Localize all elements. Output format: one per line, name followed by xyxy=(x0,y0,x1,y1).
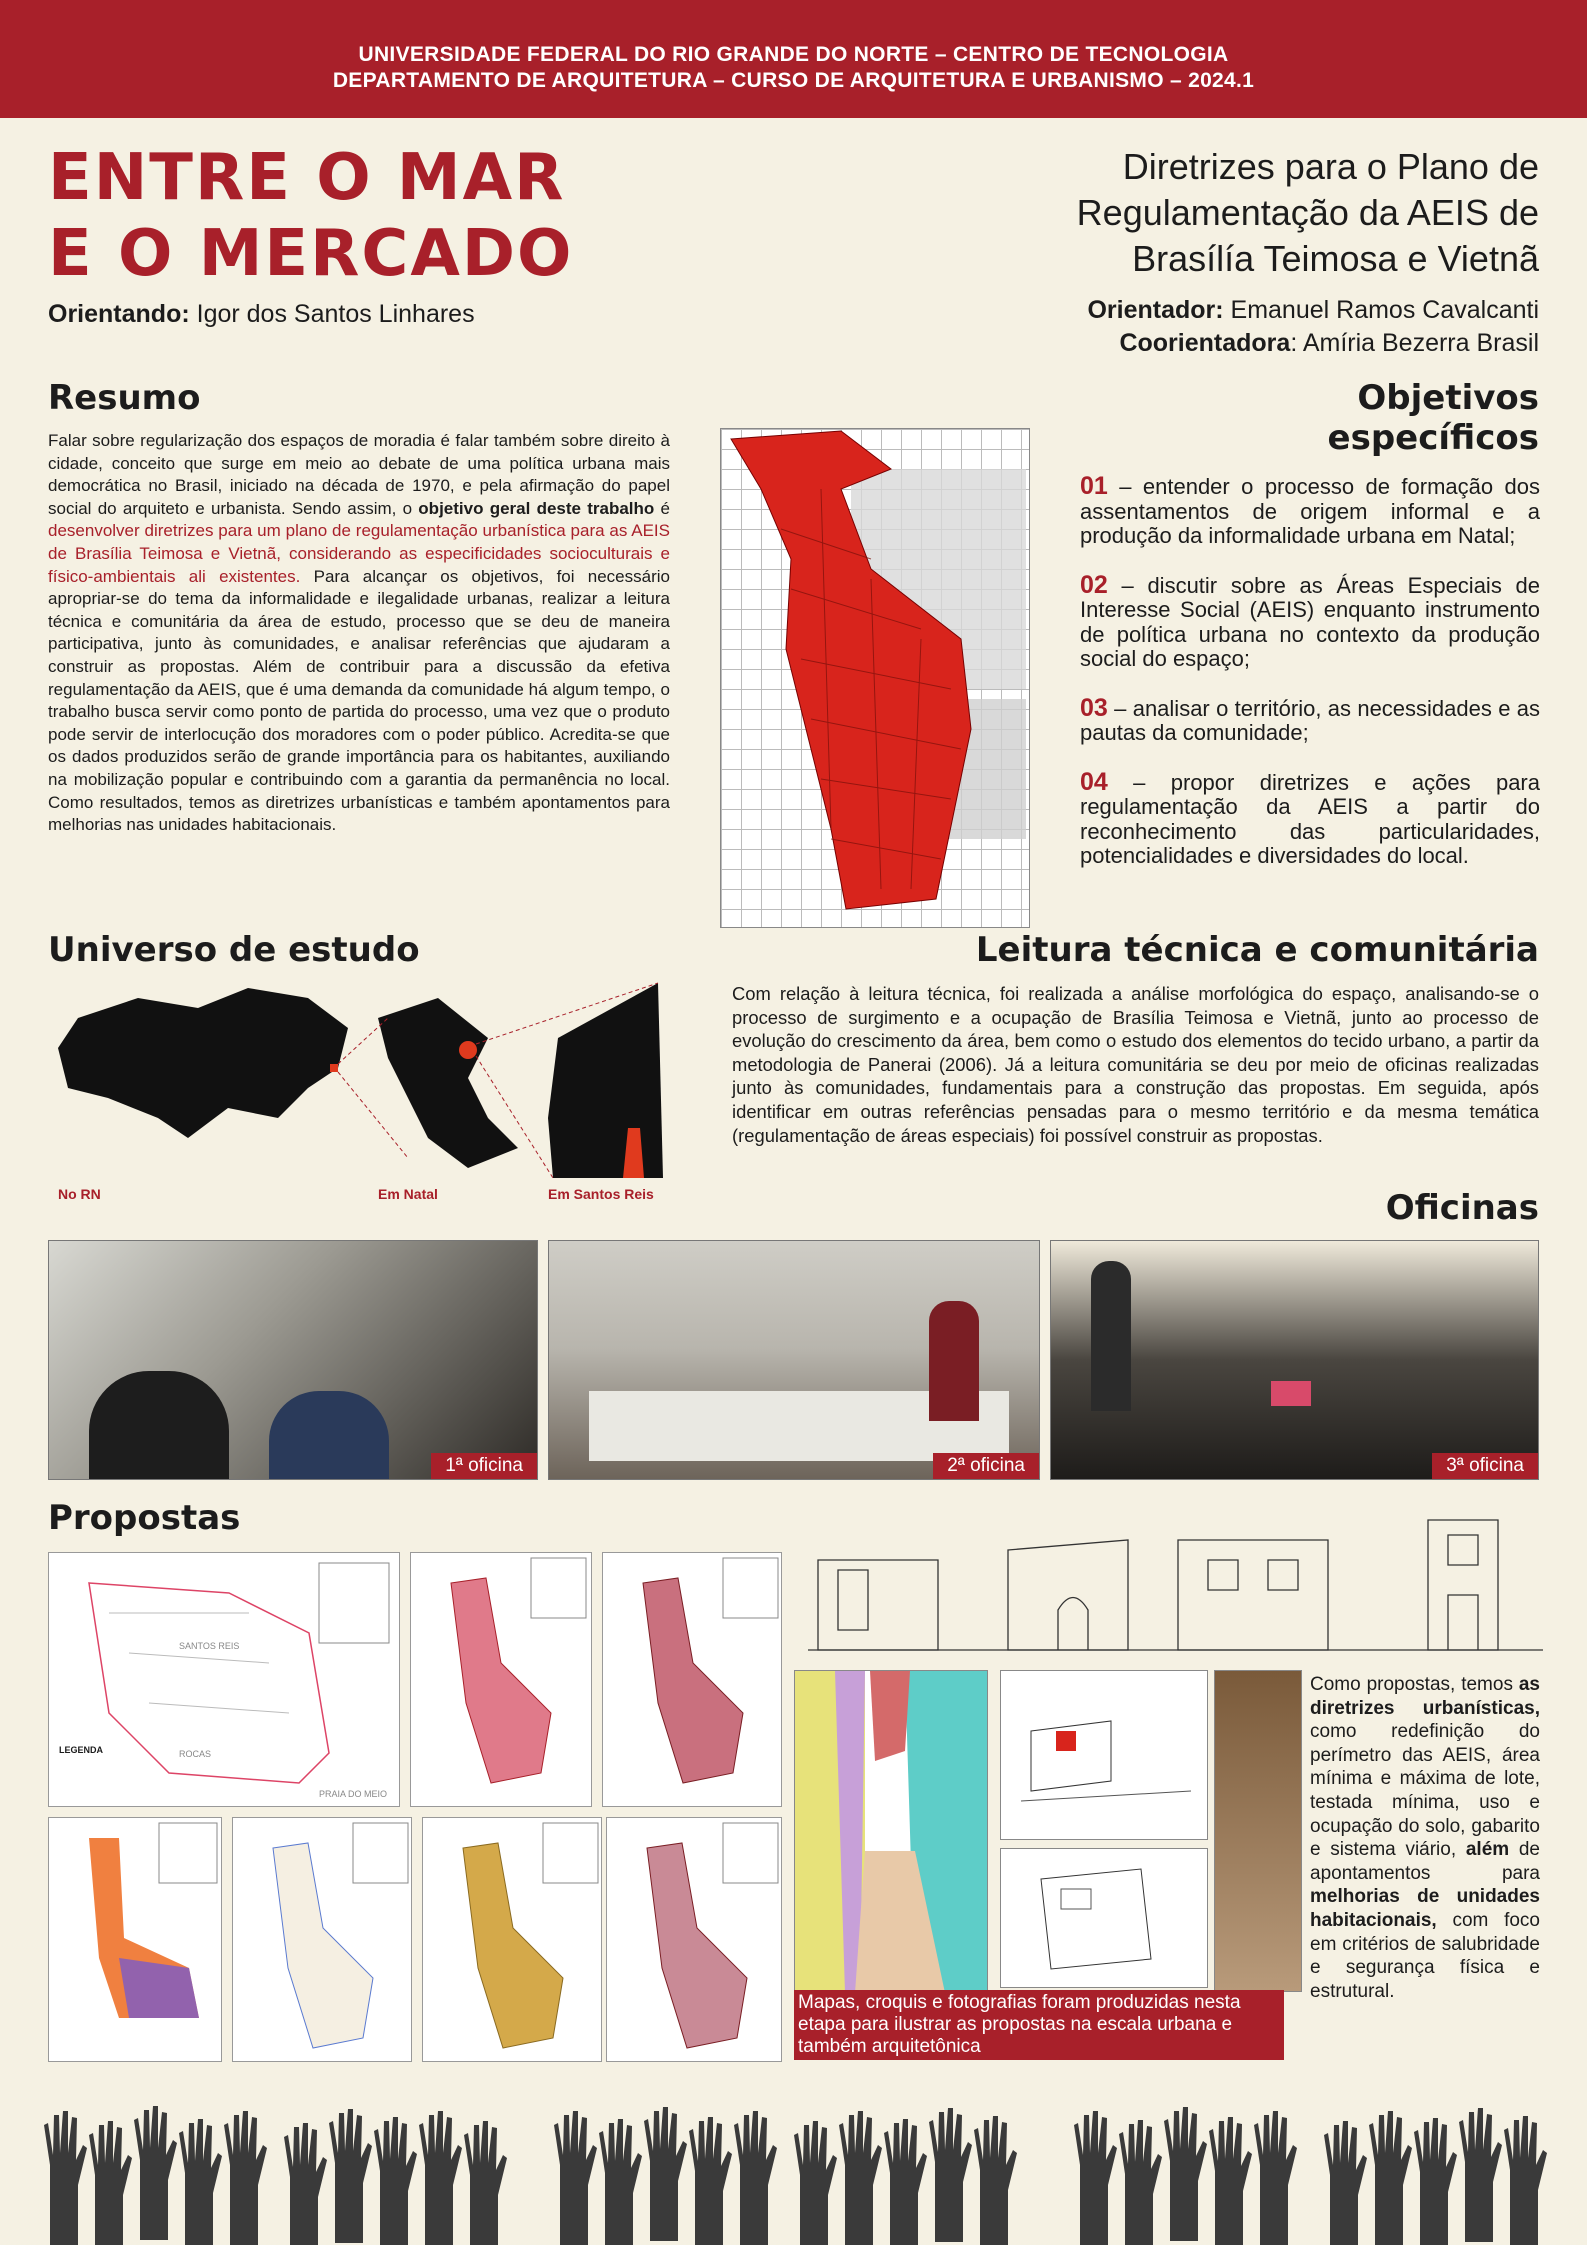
natal-city-shape xyxy=(378,998,518,1168)
oficina-photo-2 xyxy=(548,1240,1040,1480)
inset-map xyxy=(723,1558,778,1618)
title-line-2: E O MERCADO xyxy=(48,217,574,291)
objetivo-text: – entender o processo de formação dos assentamentos de origem informal e a produção da informalidade urbana em Natal; xyxy=(1080,474,1540,548)
coorientadora-label: Coorientadora xyxy=(1119,329,1291,357)
objetivo-num: 04 xyxy=(1080,767,1108,796)
objetivo-text: – analisar o território, as necessidades e as pautas da comunidade; xyxy=(1080,695,1540,745)
oficina-caption-2: 2ª oficina xyxy=(933,1453,1039,1479)
objetivo-item xyxy=(1080,474,1540,549)
propostas-side-text xyxy=(1310,1673,1540,2003)
objetivo-item xyxy=(1080,570,1540,672)
aeis-map-svg xyxy=(721,429,1031,929)
objetivo-num: 01 xyxy=(1080,472,1108,500)
header-line-2: DEPARTAMENTO DE ARQUITETURA – CURSO DE ARQUITETURA E URBANISMO – 2024.1 xyxy=(332,69,1255,92)
resumo-p2: é xyxy=(654,498,670,518)
objetivos-list xyxy=(1080,474,1540,893)
audience-silhouette xyxy=(269,1391,389,1480)
natal-highlight xyxy=(459,1041,477,1059)
coorientadora-name: : Amíria Bezerra Brasil xyxy=(1290,329,1539,357)
objetivo-text: – propor diretrizes e ações para regulamentação da AEIS a partir do reconhecimento das particularidades, potencialidades e diversidades do local. xyxy=(1080,769,1540,868)
propostas-caption: Mapas, croquis e fotografias foram produzidas nesta etapa para ilustrar as propostas na escala urbana e também arquitetônica xyxy=(794,1990,1284,2060)
aeis-map-grid xyxy=(720,428,1030,928)
rn-state-shape xyxy=(58,988,348,1138)
objetivo-num: 03 xyxy=(1080,693,1108,722)
room-sketch-svg xyxy=(1001,1849,1209,1989)
label-natal: Em Natal xyxy=(378,1186,438,1202)
side-text-bold: as diretrizes urbanísticas, xyxy=(1310,1674,1540,1719)
proposal-map-4 xyxy=(48,1817,222,2062)
side-text-part: Como propostas, temos xyxy=(1310,1674,1519,1695)
proposal-map-6 xyxy=(422,1817,602,2062)
room-sketch xyxy=(1000,1848,1208,1988)
objetivo-num: 02 xyxy=(1080,570,1108,599)
map-3-svg xyxy=(603,1553,782,1807)
label-praia: PRAIA DO MEIO xyxy=(319,1789,388,1799)
person-standing xyxy=(1091,1261,1131,1411)
hands-group xyxy=(44,2106,1547,2245)
objetivos-heading xyxy=(1328,378,1539,458)
orientando-label: Orientando: xyxy=(48,300,190,328)
objetivo-text: – discutir sobre as Áreas Especiais de Interesse Social (AEIS) enquanto instrumento de política urbana no contexto da produção social do espaço; xyxy=(1080,572,1540,671)
objetivos-heading-2: específicos xyxy=(1327,418,1539,458)
header-bar xyxy=(0,0,1587,118)
proposal-map-1 xyxy=(48,1552,400,1807)
street-sketch-svg xyxy=(795,1671,988,1992)
map-2-svg xyxy=(411,1553,592,1807)
raised-hands-footer xyxy=(0,2105,1587,2245)
header-line-1: UNIVERSIDADE FEDERAL DO RIO GRANDE DO NORTE – CENTRO DE TECNOLOGIA xyxy=(358,43,1229,66)
side-text-part: de apontamentos para xyxy=(1310,1839,1540,1884)
connector-line xyxy=(338,1018,388,1064)
street-sketch-colored xyxy=(794,1670,988,1992)
room-outline xyxy=(1041,1869,1151,1969)
screen xyxy=(1271,1381,1311,1406)
leitura-heading: Leitura técnica e comunitária xyxy=(975,930,1539,970)
inset-map xyxy=(531,1558,586,1618)
side-text-bold: além xyxy=(1465,1839,1510,1861)
orientador xyxy=(1087,294,1539,326)
inset-map xyxy=(353,1823,408,1883)
inset-map xyxy=(159,1823,217,1883)
oficina-photo-1 xyxy=(48,1240,538,1480)
leitura-text: Com relação à leitura técnica, foi realizada a análise morfológica do espaço, analisando-se o processo de surgimento e a ocupação de Brasília Teimosa e Vietnã, junto ao processo de evolução do crescimento da área, bem como o estudo dos elementos do tecido urbano, a partir da metodologia de Panerai (2006). Já a leitura comunitária se deu por meio de oficinas realizadas junto às comunidades, fundamentais para a construção das propostas. Em seguida, após identificar em outras referências pensadas para o mesmo território e da mesma temática (regulamentação de áreas especiais) foi possível construir as propostas. xyxy=(732,983,1539,1146)
subtitle-line-3: Brasílía Teimosa e Vietnã xyxy=(1132,238,1539,279)
objetivo-item xyxy=(1080,693,1540,746)
ground-line xyxy=(1021,1791,1191,1801)
proposal-map-3 xyxy=(602,1552,782,1807)
oficina-caption-3: 3ª oficina xyxy=(1432,1453,1538,1479)
label-santos-reis: SANTOS REIS xyxy=(179,1641,240,1651)
location-maps xyxy=(48,978,678,1198)
roof-sketch xyxy=(1000,1670,1208,1840)
resumo-p1: Falar sobre regularização dos espaços de moradia é falar também sobre direito à cidade, conceito que surge em meio ao debate de uma política urbana mais democrática no Brasil, iniciado na década de 1970, e pela afirmação do papel social do arquiteto e urbanista. Sendo assim, o xyxy=(48,431,670,518)
inset-map xyxy=(319,1563,389,1643)
universo-heading: Universo de estudo xyxy=(48,930,420,970)
propostas-heading: Propostas xyxy=(48,1498,241,1538)
label-santos-reis: Em Santos Reis xyxy=(548,1186,654,1202)
coorientadora xyxy=(1119,327,1539,359)
streets xyxy=(109,1613,289,1713)
map-6-svg xyxy=(423,1818,602,2062)
proposal-map-5 xyxy=(232,1817,412,2062)
objetivo-item xyxy=(1080,767,1540,869)
orientando-name: Igor dos Santos Linhares xyxy=(189,300,475,328)
window xyxy=(1061,1889,1091,1909)
map-4-svg xyxy=(49,1818,222,2062)
resumo-heading: Resumo xyxy=(48,378,201,418)
oficina-photo-3 xyxy=(1050,1240,1539,1480)
red-marker xyxy=(1056,1731,1076,1751)
map-5-svg xyxy=(233,1818,412,2062)
presenter xyxy=(929,1301,979,1421)
oficinas-heading: Oficinas xyxy=(1385,1188,1539,1228)
label-rn: No RN xyxy=(58,1186,101,1202)
use-zone-2 xyxy=(119,1958,199,2018)
houses-sketch xyxy=(808,1510,1543,1660)
inset-map xyxy=(543,1823,598,1883)
resumo-p3: Para alcançar os objetivos, foi necessário apropriar-se do tema da informalidade e ilegalidade urbanas, realizar a leitura técnica e comunitária da área de estudo, processo que se deu de maneira participativa, junto às comunidades, e analisar referências que ajudaram a construir as propostas. Além de contribuir para a discussão da efetiva regulamentação da AEIS, que é uma demanda da comunidade há algum tempo, o trabalho busca servir como ponto de partida do processo, uma vez que o produto pode servir de interlocução dos moradores com o poder público. Acredita-se que os dados produzidos serão de grande importância para os habitantes, auxiliando na mobilização popular e contribuindo com a garantia da permanência no local. Como resultados, temos as diretrizes urbanísticas e também apontamentos para melhorias nas unidades habitacionais. xyxy=(48,566,670,835)
proposal-map-7 xyxy=(606,1817,782,2062)
map-7-svg xyxy=(607,1818,782,2062)
rn-natal-marker xyxy=(330,1064,338,1072)
house-photo xyxy=(1214,1670,1302,1992)
resumo-highlight: desenvolver diretrizes para um plano de regulamentação urbanística para as AEIS de Brasília Teimosa e Vietnã, considerando as especificidades socioculturais e físico-ambientais ali existentes. xyxy=(48,521,670,586)
santos-reis-shape xyxy=(548,983,663,1178)
proposal-map-2 xyxy=(410,1552,592,1807)
legend-title: LEGENDA xyxy=(59,1745,104,1755)
title-line-1: ENTRE O MAR xyxy=(48,141,566,215)
roof-sketch-svg xyxy=(1001,1671,1209,1841)
poster-title xyxy=(48,140,708,292)
connector-line xyxy=(338,1072,408,1158)
poster-subtitle xyxy=(839,144,1539,282)
orientando xyxy=(48,298,475,330)
audience-silhouette xyxy=(89,1371,229,1480)
inset-map xyxy=(723,1823,778,1883)
resumo-text xyxy=(48,430,670,837)
objetivos-heading-1: Objetivos xyxy=(1357,378,1539,418)
side-text-bold: melhorias de unidades habitacionais, xyxy=(1310,1886,1540,1931)
orientador-label: Orientador: xyxy=(1087,296,1224,324)
resumo-bold: objetivo geral deste trabalho xyxy=(418,498,655,518)
map-1-svg xyxy=(49,1553,400,1807)
oficina-caption-1: 1ª oficina xyxy=(431,1453,537,1479)
orientador-name: Emanuel Ramos Cavalcanti xyxy=(1223,296,1539,324)
subtitle-line-2: Regulamentação da AEIS de xyxy=(1076,192,1539,233)
roof-red xyxy=(870,1671,910,1761)
side-text-part: como redefinição do perímetro das AEIS, área mínima e máxima de lote, testada mínima, uso e ocupação do solo, gabarito e sistema viário, xyxy=(1310,1721,1540,1861)
subtitle-line-1: Diretrizes para o Plano de xyxy=(1122,146,1539,187)
side-text-part: com foco em critérios de salubridade e segurança física e estrutural. xyxy=(1310,1909,1540,2002)
label-rocas: ROCAS xyxy=(179,1749,212,1759)
